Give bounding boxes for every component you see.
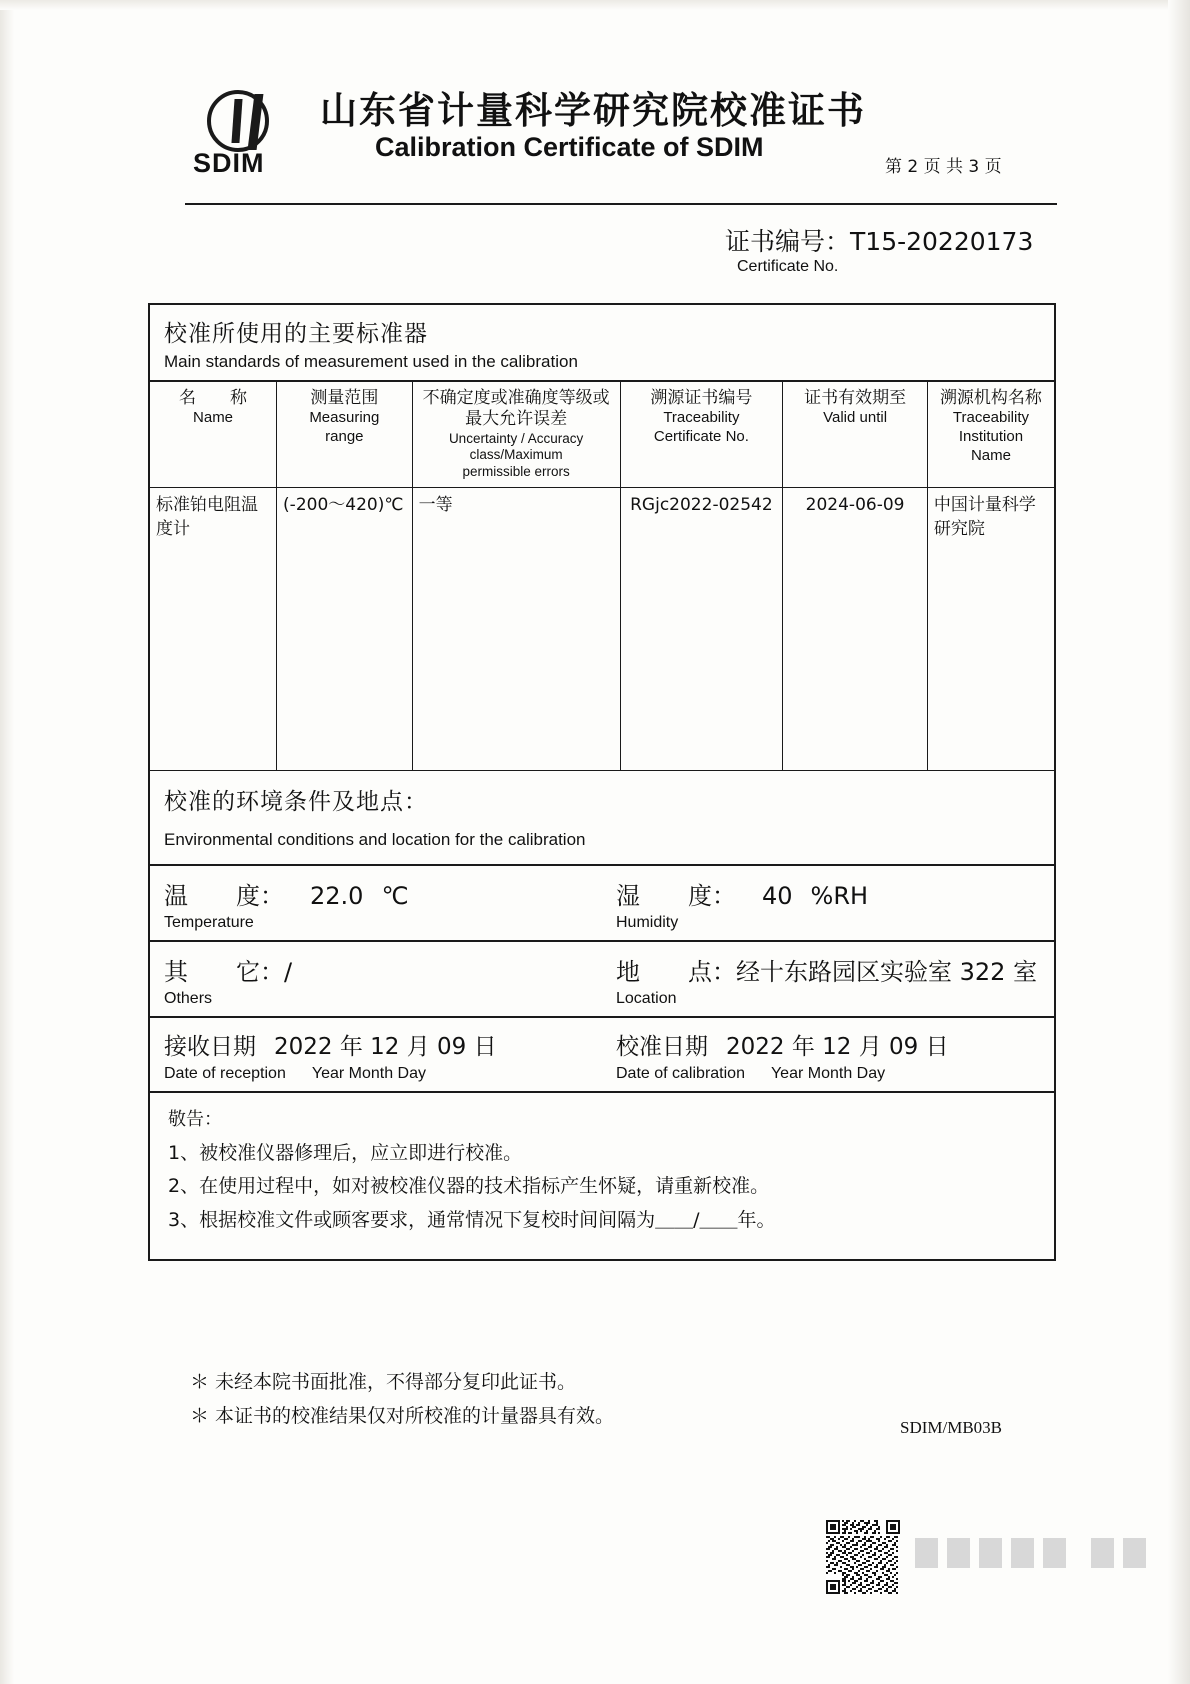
environment-row-others-location [150, 942, 1054, 1018]
cell-range: (-200～420)℃ [277, 488, 413, 771]
humidity-value: 40 [762, 882, 793, 911]
temperature-line [164, 876, 588, 911]
col-uncertainty-en: Uncertainty / Accuracy class/Maximum [448, 430, 584, 463]
calibration-date-label-cn: 校准日期 [616, 1034, 708, 1061]
calibration-date-line [616, 1028, 1040, 1061]
temperature-label-en: Temperature [164, 914, 254, 932]
calibration-date-line-en [616, 1065, 1040, 1083]
standards-title-en: Main standards of measurement used in the calibration [164, 352, 578, 371]
humidity-line [616, 876, 1040, 911]
scan-edge-right [1168, 0, 1190, 1684]
col-institution [927, 381, 1054, 488]
cell-name: 标准铂电阻温度计 [150, 488, 277, 771]
col-name-cn: 名 称 [179, 388, 248, 408]
standards-section-header [150, 305, 1054, 380]
temperature-label-cn: 温 度： [164, 882, 284, 911]
environment-row-temp-humidity [150, 866, 1054, 942]
standards-table [150, 380, 1054, 771]
standards-title-cn: 校准所使用的主要标准器 [164, 321, 428, 347]
scan-edge-top [0, 0, 1190, 10]
location-field [602, 942, 1054, 1016]
others-label-cn: 其 它： [164, 958, 284, 987]
certificate-number-value: T15-20220173 [850, 227, 1034, 256]
temperature-unit: ℃ [381, 882, 409, 911]
seal-placeholder [915, 1538, 1146, 1568]
location-label-cn: 地 点： [616, 958, 736, 987]
calibration-date-ymd-en: Year Month Day [770, 1065, 886, 1083]
others-line [164, 952, 588, 987]
col-traceability-cert-en2: Certificate No. [653, 428, 749, 445]
page-title-en: Calibration Certificate of SDIM [375, 132, 764, 162]
reception-date-value: 2022 年 12 月 09 日 [274, 1034, 497, 1061]
col-name-en: Name [193, 409, 234, 427]
temperature-value: 22.0 [310, 882, 364, 911]
seal-block [1123, 1538, 1146, 1568]
qr-code-icon [826, 1520, 900, 1594]
calibration-date-value: 2022 年 12 月 09 日 [726, 1034, 949, 1061]
notice-section [150, 1093, 1054, 1259]
calibration-date-field [602, 1018, 1054, 1091]
dates-row [150, 1018, 1054, 1093]
header-divider [185, 203, 1057, 205]
col-valid-until-cn: 证书有效期至 [804, 388, 907, 408]
cell-valid-until: 2024-06-09 [783, 488, 928, 771]
seal-block [915, 1538, 938, 1568]
sdim-logo-icon [193, 90, 298, 178]
environment-title-cn: 校准的环境条件及地点： [164, 789, 428, 816]
table-row [150, 488, 1054, 771]
col-range-cn: 测量范围 [310, 388, 379, 408]
seal-block [979, 1538, 1002, 1568]
col-traceability-cert-en: Traceability [663, 409, 740, 427]
cell-uncertainty: 一等 [412, 488, 620, 771]
reception-date-label-cn: 接收日期 [164, 1034, 256, 1061]
location-label-en: Location [616, 990, 677, 1008]
footer-notes [190, 1365, 890, 1433]
humidity-field [602, 866, 1054, 940]
notice-title: 敬告： [168, 1109, 222, 1131]
col-range [277, 381, 413, 488]
col-range-en: Measuring [309, 409, 380, 427]
col-traceability-cert-cn: 溯源证书编号 [650, 388, 753, 408]
reception-date-line [164, 1028, 588, 1061]
col-traceability-cert [620, 381, 783, 488]
seal-block [1091, 1538, 1114, 1568]
seal-block [947, 1538, 970, 1568]
form-code: SDIM/MB03B [900, 1418, 1003, 1437]
calibration-date-label-en: Date of calibration [616, 1065, 745, 1083]
certificate-number-label: 证书编号： [725, 227, 851, 256]
environment-section-header [150, 771, 1054, 866]
humidity-unit: %RH [810, 882, 869, 911]
col-institution-en: Traceability Institution [952, 409, 1030, 445]
col-range-en2: range [325, 428, 364, 445]
humidity-label-cn: 湿 度： [616, 882, 736, 911]
certificate-number-label-en: Certificate No. [737, 258, 839, 275]
col-uncertainty-cn: 不确定度或准确度等级或最大允许误差 [422, 388, 610, 430]
main-content-box [148, 303, 1056, 1261]
col-valid-until [783, 381, 928, 488]
page-title-cn: 山东省计量科学研究院校准证书 [320, 89, 866, 132]
others-value: / [284, 958, 293, 987]
humidity-label-en: Humidity [616, 914, 679, 932]
col-institution-cn: 溯源机构名称 [939, 388, 1042, 408]
reception-date-line-en [164, 1065, 588, 1083]
notice-item: 3、根据校准文件或顾客要求，通常情况下复校时间间隔为＿＿/＿＿年。 [168, 1208, 776, 1231]
footer-note: ＊ 未经本院书面批准，不得部分复印此证书。 [190, 1371, 577, 1393]
col-name [150, 381, 277, 488]
others-label-en: Others [164, 990, 213, 1008]
reception-date-label-en: Date of reception [164, 1065, 286, 1083]
page-indicator: 第 2 页 共 3 页 [885, 157, 1002, 177]
environment-title-en: Environmental conditions and location for the calibration [164, 830, 586, 850]
seal-block [1043, 1538, 1066, 1568]
col-uncertainty-en2: permissible errors [462, 464, 570, 480]
reception-date-ymd-en: Year Month Day [311, 1065, 426, 1083]
others-field [150, 942, 602, 1016]
col-valid-until-en: Valid until [823, 409, 888, 427]
seal-block [1011, 1538, 1034, 1568]
location-value: 经十东路园区实验室 322 室 [736, 958, 1038, 987]
standards-table-header-row [150, 381, 1054, 488]
col-uncertainty [412, 381, 620, 488]
col-institution-en2: Name [970, 446, 1011, 464]
footer-note: ＊ 本证书的校准结果仅对所校准的计量器具有效。 [190, 1405, 615, 1428]
cell-traceability-cert: RGjc2022-02542 [620, 488, 783, 771]
location-line [616, 952, 1040, 987]
certificate-number [725, 222, 1033, 258]
cell-institution: 中国计量科学研究院 [927, 488, 1054, 771]
scan-edge-left [0, 0, 14, 1684]
logo-wordmark: SDIM [193, 148, 265, 178]
temperature-field [150, 866, 602, 940]
notice-item: 1、被校准仪器修理后，应立即进行校准。 [168, 1142, 523, 1165]
reception-date-field [150, 1018, 602, 1091]
notice-item: 2、在使用过程中，如对被校准仪器的技术指标产生怀疑，请重新校准。 [168, 1175, 770, 1198]
